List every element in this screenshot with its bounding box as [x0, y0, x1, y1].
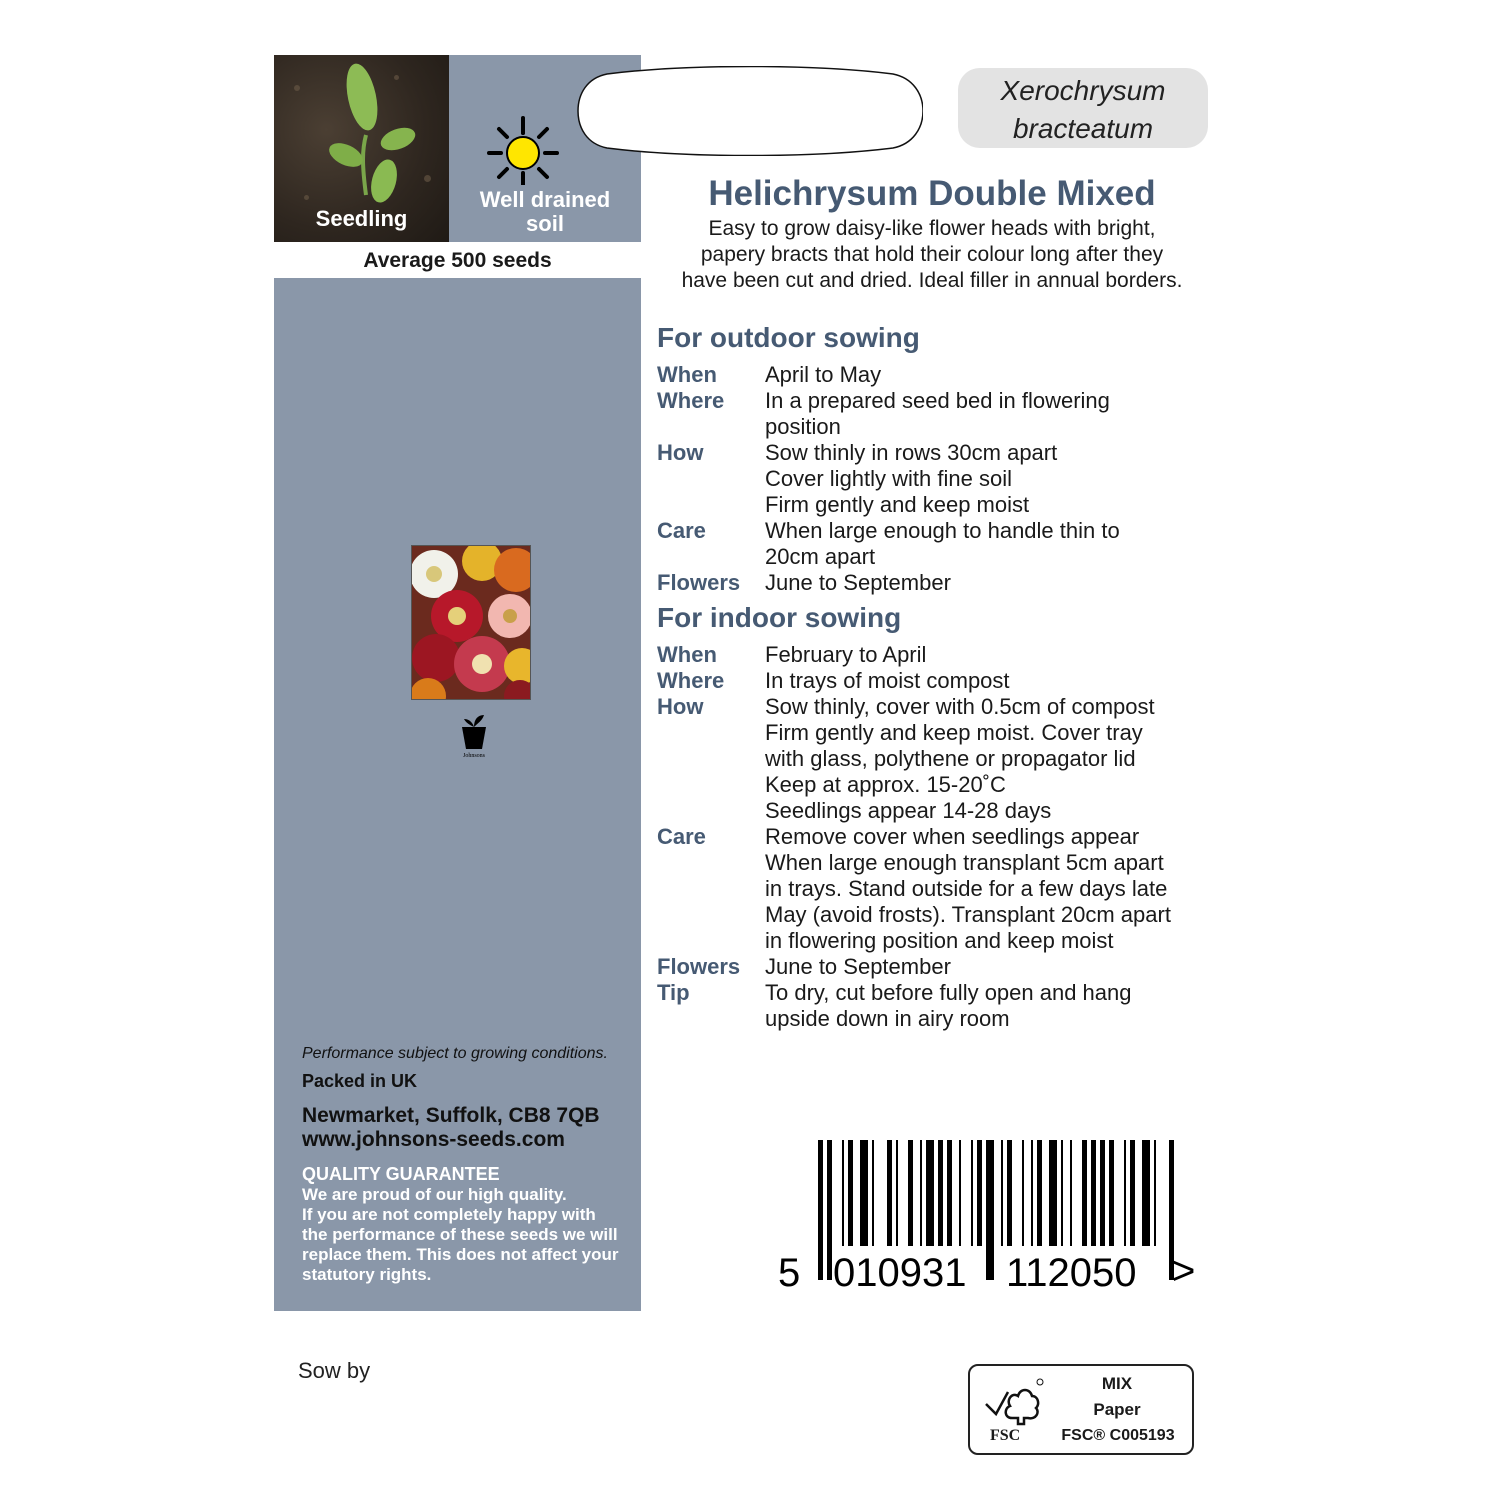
latin-name-line1: Xerochrysum [1000, 75, 1166, 106]
barcode-bar [842, 1140, 844, 1246]
fsc-tree-icon [982, 1374, 1046, 1426]
row-value: In a prepared seed bed in flowering [765, 388, 1110, 413]
barcode-bar [926, 1140, 934, 1246]
row-key: Tip [657, 980, 690, 1005]
row-key: Care [657, 824, 706, 849]
barcode-bar [1109, 1140, 1114, 1246]
soil-label-line2: soil [526, 211, 564, 236]
instruction-row [657, 824, 1217, 954]
row-value: Firm gently and keep moist. Cover tray [765, 720, 1143, 745]
product-title: Helichrysum Double Mixed [708, 174, 1156, 213]
row-value: May (avoid frosts). Transplant 20cm apart [765, 902, 1171, 927]
instruction-row [657, 954, 1217, 980]
row-value: June to September [765, 570, 951, 595]
row-key: When [657, 362, 717, 387]
barcode-bar [1154, 1140, 1156, 1246]
barcode-bar [1022, 1140, 1024, 1246]
indoor-sowing-heading: For indoor sowing [657, 602, 902, 633]
row-value: with glass, polythene or propagator lid [765, 746, 1136, 771]
brand-logo-text: Johnsons [462, 753, 486, 759]
footer-notes [302, 1045, 637, 1285]
fsc-word: FSC [990, 1427, 1021, 1444]
barcode-bar [1061, 1140, 1063, 1246]
row-value: position [765, 414, 841, 439]
row-value: February to April [765, 642, 927, 667]
guarantee-text [302, 1185, 637, 1285]
barcode-bar [986, 1140, 994, 1280]
instruction-row [657, 668, 1217, 694]
row-value: June to September [765, 954, 951, 979]
row-value: April to May [765, 362, 882, 387]
performance-note: Performance subject to growing conditions. [302, 1045, 608, 1062]
guarantee-title: QUALITY GUARANTEE [302, 1164, 500, 1184]
row-value: To dry, cut before fully open and hang [765, 980, 1132, 1005]
barcode-bar [1124, 1140, 1126, 1246]
barcode-bar [947, 1140, 952, 1246]
seedling-label: Seedling [315, 206, 408, 231]
barcode-bar [977, 1140, 982, 1246]
barcode-bar [1091, 1140, 1096, 1246]
fsc-code: FSC® C005193 [1061, 1427, 1175, 1444]
row-key: When [657, 642, 717, 667]
guarantee-line: statutory rights. [302, 1265, 432, 1284]
address: Newmarket, Suffolk, CB8 7QB [302, 1104, 600, 1127]
row-key: Flowers [657, 570, 741, 595]
instruction-row [657, 980, 1217, 1032]
well-drained-soil-label [449, 188, 641, 236]
barcode-bar [848, 1140, 853, 1246]
plant-pot-icon [456, 713, 492, 761]
description-line: Easy to grow daisy-like flower heads with bright, [708, 217, 1156, 240]
row-value: in flowering position and keep moist [765, 928, 1114, 953]
row-value: When large enough to handle thin to [765, 518, 1120, 543]
row-value: Sow thinly, cover with 0.5cm of compost [765, 694, 1155, 719]
product-description [650, 216, 1214, 294]
barcode-bar [908, 1140, 913, 1246]
address-block [302, 1104, 637, 1152]
barcode-group-right: 112050 [1006, 1251, 1137, 1290]
instruction-row [657, 694, 1217, 824]
barcode-bar [827, 1140, 832, 1280]
row-key: How [657, 694, 704, 719]
barcode-bar [860, 1140, 868, 1246]
instruction-row [657, 362, 1217, 388]
description-line: have been cut and dried. Ideal filler in annual borders. [681, 269, 1183, 292]
packed-note: Packed in UK [302, 1071, 418, 1091]
instruction-row [657, 570, 1217, 596]
instruction-row [657, 440, 1217, 518]
latin-name-line2: bracteatum [1012, 113, 1154, 144]
barcode-arrow: > [1172, 1249, 1196, 1290]
guarantee-line: the performance of these seeds we will [302, 1225, 618, 1244]
row-value: 20cm apart [765, 544, 876, 569]
barcode-bar [1037, 1140, 1042, 1246]
barcode-bar [938, 1140, 943, 1246]
barcode-bar [887, 1140, 892, 1246]
guarantee-line: We are proud of our high quality. [302, 1185, 567, 1204]
fsc-mix: MIX [1101, 1374, 1133, 1393]
outdoor-sowing-heading: For outdoor sowing [657, 322, 920, 353]
row-value: Sow thinly in rows 30cm apart [765, 440, 1058, 465]
guarantee-line: replace them. This does not affect your [302, 1245, 619, 1264]
sow-by-label: Sow by [298, 1358, 371, 1383]
description-line: papery bracts that hold their colour long after they [700, 243, 1164, 266]
blank-name-plate [577, 66, 923, 156]
barcode-bar [1100, 1140, 1105, 1246]
website: www.johnsons-seeds.com [302, 1128, 565, 1151]
row-value: When large enough transplant 5cm apart [765, 850, 1164, 875]
outdoor-sowing-table [657, 362, 1217, 596]
indoor-sowing-table [657, 642, 1217, 1032]
row-value: in trays. Stand outside for a few days late [765, 876, 1168, 901]
row-value: upside down in airy room [765, 1006, 1010, 1031]
barcode-bar [1007, 1140, 1012, 1246]
barcode-bar [1142, 1140, 1150, 1246]
flower-image [412, 546, 531, 700]
barcode-bar [1031, 1140, 1033, 1246]
barcode-bar [896, 1140, 898, 1246]
barcode-bar [959, 1140, 961, 1246]
row-value: Keep at approx. 15-20˚C [765, 772, 1006, 797]
seedling-photo [274, 55, 449, 242]
row-value: Firm gently and keep moist [765, 492, 1030, 517]
guarantee-line: If you are not completely happy with [302, 1205, 596, 1224]
row-value: Remove cover when seedlings appear [765, 824, 1140, 849]
row-key: Where [657, 388, 725, 413]
instruction-row [657, 388, 1217, 440]
barcode-bar [1001, 1140, 1003, 1246]
row-value: Cover lightly with fine soil [765, 466, 1012, 491]
barcode-bar [1082, 1140, 1087, 1246]
barcode-digit-first: 5 [778, 1251, 801, 1290]
soil-label-line1: Well drained [479, 187, 611, 212]
barcode-group-left: 010931 [833, 1251, 967, 1290]
barcode-bar [1070, 1140, 1072, 1246]
barcode-bar [920, 1140, 922, 1246]
flower-photo [411, 545, 531, 700]
barcode [776, 1140, 1201, 1290]
row-key: How [657, 440, 704, 465]
barcode-bar [872, 1140, 874, 1246]
row-key: Care [657, 518, 706, 543]
seed-count: Average 500 seeds [274, 242, 641, 278]
latin-name [958, 68, 1208, 148]
barcode-bar [1130, 1140, 1135, 1246]
instruction-row [657, 642, 1217, 668]
barcode-bar [971, 1140, 973, 1246]
fsc-paper: Paper [1093, 1400, 1141, 1419]
barcode-bar [1049, 1140, 1057, 1246]
johnsons-logo [456, 713, 492, 761]
row-value: Seedlings appear 14-28 days [765, 798, 1052, 823]
instruction-row [657, 518, 1217, 570]
row-value: In trays of moist compost [765, 668, 1010, 693]
row-key: Flowers [657, 954, 741, 979]
row-key: Where [657, 668, 725, 693]
barcode-bar [818, 1140, 823, 1280]
